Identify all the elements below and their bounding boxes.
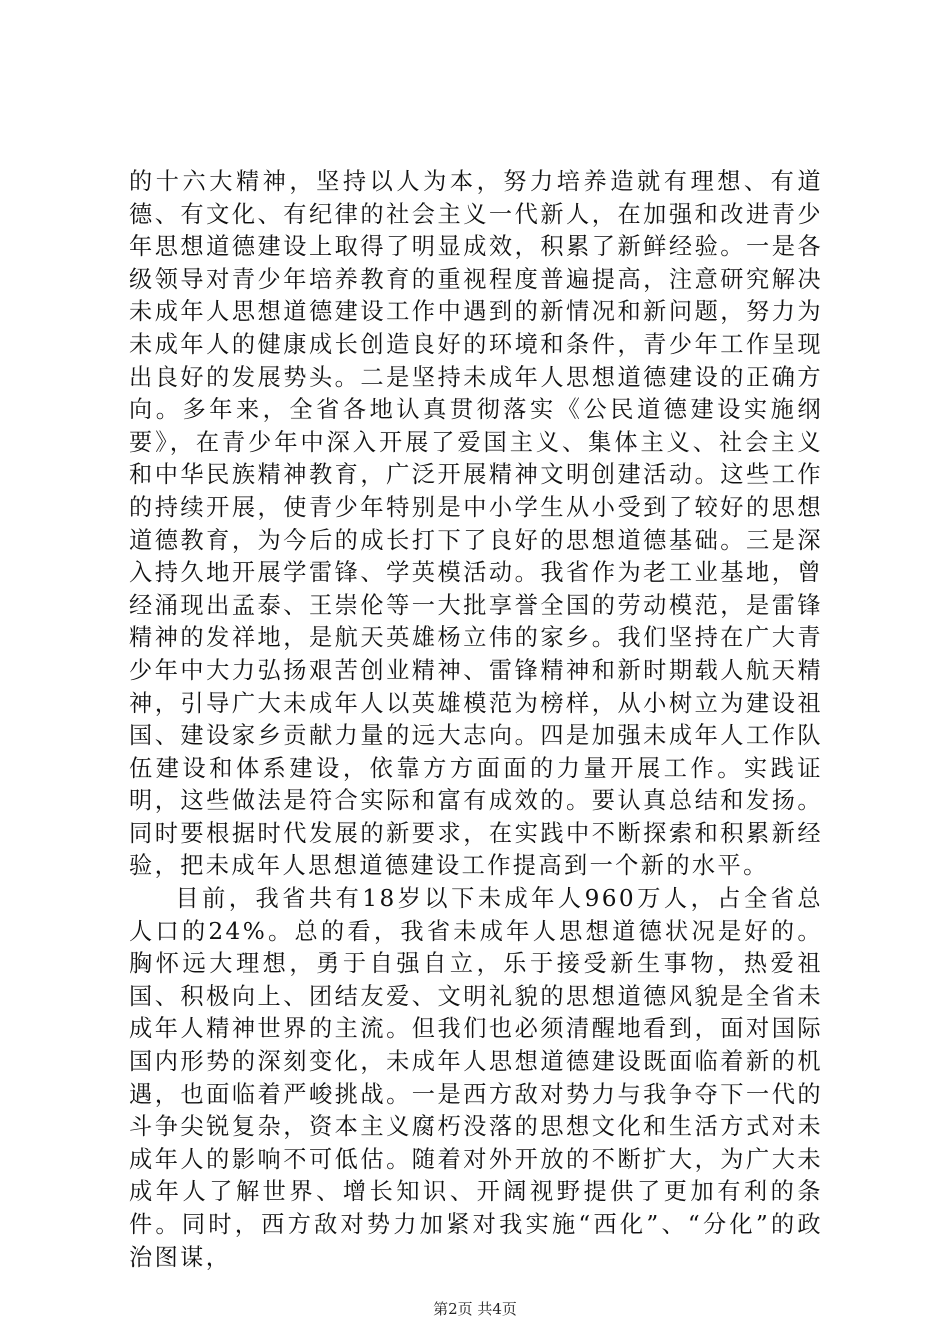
document-body — [129, 166, 823, 1274]
page-number-label: 第2页 共4页 — [433, 1300, 517, 1318]
paragraph-1: 的十六大精神，坚持以人为本，努力培养造就有理想、有道德、有文化、有纪律的社会主义一代新人，在加强和改进青少年思想道德建设上取得了明显成效，积累了新鲜经验。一是各级领导对青少年培养教育的重视程度普遍提高，注意研究解决未成年人思想道德建设工作中遇到的新情况和新问题，努力为未成年人的健康成长创造良好的环境和条件，青少年工作呈现出良好的发展势头。二是坚持未成年人思想道德建设的正确方向。多年来，全省各地认真贯彻落实《公民道德建设实施纲要》，在青少年中深入开展了爱国主义、集体主义、社会主义和中华民族精神教育，广泛开展精神文明创建活动。这些工作的持续开展，使青少年特别是中小学生从小受到了较好的思想道德教育，为今后的成长打下了良好的思想道德基础。三是深入持久地开展学雷锋、学英模活动。我省作为老工业基地，曾经涌现出孟泰、王崇伦等一大批享誉全国的劳动模范，是雷锋精神的发祥地，是航天英雄杨立伟的家乡。我们坚持在广大青少年中大力弘扬艰苦创业精神、雷锋精神和新时期载人航天精神，引导广大未成年人以英雄模范为榜样，从小树立为建设祖国、建设家乡贡献力量的远大志向。四是加强未成年人工作队伍建设和体系建设，依靠方方面面的力量开展工作。实践证明，这些做法是符合实际和富有成效的。要认真总结和发扬。同时要根据时代发展的新要求，在实践中不断探索和积累新经验，把未成年人思想道德建设工作提高到一个新的水平。 — [129, 168, 823, 880]
page-footer — [0, 1298, 950, 1319]
paragraph-2: 目前，我省共有18岁以下未成年人960万人，占全省总人口的24%。总的看，我省未成年人思想道德状况是好的。胸怀远大理想，勇于自强自立，乐于接受新生事物，热爱祖国、积极向上、团结友爱、文明礼貌的思想道德风貌是全省未成年人精神世界的主流。但我们也必须清醒地看到，面对国际国内形势的深刻变化，未成年人思想道德建设既面临着新的机遇，也面临着严峻挑战。一是西方敌对势力与我争夺下一代的斗争尖锐复杂，资本主义腐朽没落的思想文化和生活方式对未成年人的影响不可低估。随着对外开放的不断扩大，为广大未成年人了解世界、增长知识、开阔视野提供了更加有利的条件。同时，西方敌对势力加紧对我实施“西化”、“分化”的政治图谋， — [129, 885, 823, 1271]
